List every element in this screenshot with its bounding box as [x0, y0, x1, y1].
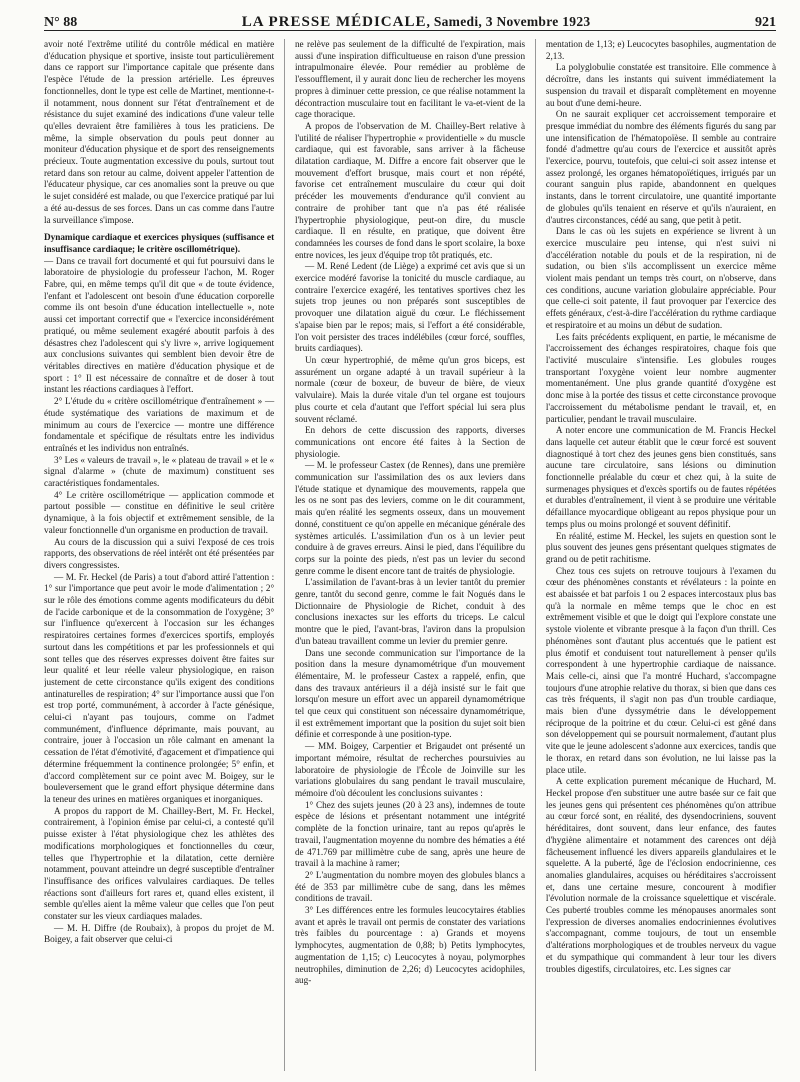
paragraph: Dans une seconde communication sur l'importance de la position dans la mesure dynamométrique d'un mouvement élémentaire, M. le professeur Castex a rappelé, enfin, que dans des travaux antérieurs il a déjà insisté sur le fait que lorsqu'on mesure un effort avec un appareil dynamométrique tel que ceux qui constituent son nécessaire dynamométrique, il est extrêmement important que la position du sujet soit bien définie et corresponde à une position-type.: [294, 647, 526, 740]
paragraph: — Dans ce travail fort documenté et qui fut poursuivi dans le laboratoire de physiologie du professeur l'achon, M. Roger Fabre, qui, en même temps qu'il dit que « de toute évidence, l'enfant et l'adolescent ont besoin d'une éducation corporelle comme ils ont besoin d'une éducation intellectuelle », note aussi cet important correctif que « l'exercice inconsidérément pratiqué, ou même seulement exagéré aboutit parfois à des désastres chez l'adolescent qui s'y livre », arrive logiquement aux conclusions suivantes qui semblent bien devoir être de véritables directives en matière d'éducation physique et de sport : 1° Il est nécessaire de connaître et de doser à tout instant les réactions cardiaques à l'effort.: [44, 255, 275, 395]
paragraph: ne relève pas seulement de la difficulté de l'expiration, mais aussi d'une inspiration difficultueuse en raison d'une pression intrapulmonaire élevée. Pour remédier au problème de l'essoufflement, il y aurait donc lieu de rechercher les moyens propres à diminuer cette pression, ce que réalise notamment la décontraction musculaire tout en facilitant le va-et-vient de la cage thoracique.: [294, 39, 526, 120]
paragraph: — MM. Boigey, Carpentier et Brigaudet ont présenté un important mémoire, résultat de recherches poursuivies au laboratoire de physiologie de l'École de Joinville sur les variations globulaires du sang pendant le travail musculaire, mémoire d'où découlent les conclusions suivantes :: [294, 741, 526, 798]
paragraph: A propos du rapport de M. Chailley-Bert, M. Fr. Heckel, contrairement, à l'opinion émise par celui-ci, a contesté qu'il puisse exister à l'état physiologique chez les athlètes des modifications morphologiques et fonctionnelles du cœur, telles que l'hypertrophie et la dilatation, cette dernière notamment, pouvant atteindre un degré susceptible d'entraîner l'insuffisance des orifices valvulaires cardiaques. De telles réactions sont d'ailleurs fort rares et, quand elles existent, il semble qu'elles aient la même valeur que celles que l'on peut constater sur les vieux cardiaques malades.: [44, 805, 275, 922]
column-divider: [535, 39, 536, 1071]
issue-date: , Samedi, 3 Novembre 1923: [426, 14, 591, 29]
paragraph: L'assimilation de l'avant-bras à un levier tantôt du premier genre, tantôt du second genre, comme le fait Nogués dans le Dictionnaire de Physiologie de Richet, conduit à des conclusions inexactes sur les efforts du triceps. Le calcul montre que le pied, l'avant-bras, l'aviron dans la propulsion d'un bateau travaillent comme un levier du premier genre.: [294, 577, 526, 646]
paragraph: On ne saurait expliquer cet accroissement temporaire et presque immédiat du nombre des éléments figurés du sang par une intensification de l'hématopoïèse. Il semble au contraire fondé d'admettre qu'au cours de l'exercice et aussitôt après l'exercice, pourvu, toutefois, que celui-ci soit assez intense et assez prolongé, les organes hématopoïétiques, irrigués par un courant sanguin plus rapide, abandonnent en quelques instants, dans le torrent circulatoire, une quantité importante de globules qu'ils tenaient en réserve et qu'ils n'auraient, en d'autres circonstances, cédé au sang, que petit à petit.: [545, 109, 776, 225]
running-header: [44, 0, 776, 30]
paragraph: 3° Les « valeurs de travail », le « plateau de travail » et le « signal d'alarme » (chute de maximum) constituent ses caractéristiques fondamentales.: [44, 454, 275, 489]
paragraph: Les faits précédents expliquent, en partie, le mécanisme de l'accroissement des échanges respiratoires, chaque fois que l'activité musculaire s'intensifie. Les globules rouges transportant l'oxygène voient leur nombre augmenter momentanément. Une plus grande quantité d'oxygène est donc mise à la portée des tissus et cette circonstance provoque l'accroissement du métabolisme pendant le travail, et, en particulier, pendant le travail musculaire.: [545, 331, 776, 424]
paragraph: Dans le cas où les sujets en expérience se livrent à un exercice musculaire peu intense, qui n'est suivi ni d'accélération notable du pouls et de la respiration, ni de sudation, ou bien s'ils accomplissent un exercice même violent mais pendant un temps très court, on n'observe, dans ces conditions, aucune variation globulaire appréciable. Pour que celle-ci soit patente, il faut provoquer par l'exercice des effets généraux, c'est-à-dire l'accélération du rythme cardiaque et respiratoire et au moins un début de sudation.: [545, 226, 776, 330]
paragraph: A cette explication purement mécanique de Huchard, M. Heckel propose d'en substituer une autre basée sur ce fait que les jeunes gens qui présentent ces phénomènes qu'on attribue au cœur forcé sont, en réalité, des dysendocriniens, souvent héréditaires, dont souvent, dans leur enfance, des fautes d'hygiène alimentaire et notamment des carences ont déjà fâcheusement influencé les divers appareils glandulaires et le squelette. A la puberté, âge de l'éclosion endocrinienne, ces anomalies glandulaires, acquises ou héréditaires s'accroissent et, dans une certaine mesure, concourent à modifier l'évolution normale de la croissance squelettique et viscérale. Ces puberté troubles comme les ménopauses anormales sont l'expression de diverses anomalies endocriniennes évolutives s'accompagnant, comme toujours, de tout un ensemble d'altérations morphologiques et de troubles nerveux du vague et du sympathique qui commandent à leur tour les divers troubles digestifs, circulatoires, etc. Les signes car: [545, 776, 776, 974]
paragraph: — M. René Ledent (de Liège) a exprimé cet avis que si un exercice modéré favorise la tonicité du muscle cardiaque, au contraire l'exercice exagéré, les tentatives sportives chez les sujets trop jeunes ou non préparés sont susceptibles de provoquer une dilatation aiguë du cœur. Le fléchissement s'apaise bien par le repos; mais, si l'effort a été considérable, l'on voit persister des traces indélébiles (cœur forcé, souffles, bruits cardiaques).: [294, 261, 526, 354]
paragraph: 2° L'étude du « critère oscillométrique d'entraînement » — étude systématique des variations de maximum et de minimum au cours de l'exercice — montre une différence fondamentale et spécifique de résultats entre les individus entraînés et les individus non entraînés.: [44, 396, 275, 453]
paragraph: La polyglobulie constatée est transitoire. Elle commence à décroître, dans les instants qui suivent immédiatement la suspension du travail et disparaît complètement en moyenne au bout d'une demi-heure.: [545, 62, 776, 108]
issue-number: N° 88: [44, 15, 78, 30]
paragraph: avoir noté l'extrême utilité du contrôle médical en matière d'éducation physique et sportive, insiste tout particulièrement dans ce rapport sur l'importance capitale que présente dans l'espèce l'étude de la pression artérielle. Les épreuves fonctionnelles, dont le type est celle de Martinet, mentionne-t-il notamment, nous donnent sur l'état d'entraînement et de résistance du sujet examiné des indications d'une valeur telle qu'elles devraient être familières à tous les praticiens. De même, la simple observation du pouls peut donner au moniteur d'éducation physique et de sport des renseignements précieux. Toute augmentation excessive du pouls, surtout tout retard dans son retour au calme, doivent appeler l'attention de l'éducateur physique, car ces anomalies sont la preuve ou que le sujet considéré est malade, ou que l'exercice pratiqué par lui a été au-dessus de ses forces. Dans un cas comme dans l'autre la surveillance s'impose.: [44, 39, 275, 225]
paragraph: En dehors de cette discussion des rapports, diverses communications ont encore été faites à la Section de physiologie.: [294, 425, 526, 459]
paragraph: mentation de 1,13; e) Leucocytes basophiles, augmentation de 2,13.: [545, 39, 776, 61]
paragraph: — M. H. Diffre (de Roubaix), à propos du projet de M. Boigey, a fait observer que celui-ci: [44, 922, 275, 945]
paragraph: — M. le professeur Castex (de Rennes), dans une première communication sur l'assimilation des os aux leviers dans l'étude statique et dynamique des mouvements, rappela que les os ne sont pas des leviers, comme on le dit couramment, mais qu'en réalité les segments osseux, dans un mouvement donné, constituent ce qu'on appelle en mécanique générale des systèmes articulés. L'assimilation d'un os à un levier peut conduire à de graves erreurs. Ainsi le pied, dans l'équilibre du corps sur la pointe des pieds, n'est pas un levier du second genre comme le disent encore tant de traités de physiologie.: [294, 460, 526, 576]
column-divider: [284, 39, 285, 1071]
page-number: 921: [755, 15, 776, 30]
paragraph: Chez tous ces sujets on retrouve toujours à l'examen du cœur des phénomènes constants et révélateurs : la pointe en est abaissée et bat parfois 1 ou 2 espaces intercostaux plus bas qu'à la normale en même temps que le choc en est extrêmement visible et que le doigt qui l'explore constate une systole violente et vibrante presque à la façon d'un thrill. Ces phénomènes sont d'autant plus accentués que le patient est plus émotif et conduisent tout naturellement à penser qu'ils correspondent à une hypertrophie cardiaque de naissance. Mais celle-ci, ainsi que l'a montré Huchard, s'accompagne toujours d'une atrophie relative du thorax, si bien que dans ces cas très fréquents, il s'agit non pas d'un trouble cardiaque, mais bien d'une dyssymétrie dans le développement réciproque de la poitrine et du cœur. Celui-ci est gêné dans son développement qui se poursuit normalement, d'autant plus vite que le jeune adolescent s'adonne aux exercices, tandis que le thorax, en retard dans son évolution, ne lui laisse pas la place utile.: [545, 565, 776, 775]
journal-title: LA PRESSE MÉDICALE: [241, 14, 427, 30]
column-2: [295, 39, 525, 1071]
paragraph: A noter encore une communication de M. Francis Heckel dans laquelle cet auteur établit que le cœur forcé est souvent diagnostiqué à tort chez des jeunes gens bien constitués, sans aucune tare circulatoire, sans lésions ou diminution fonctionnelle préalable du cœur et chez qui, à la suite de surmenages physiques et d'excès sportifs ou de fautes répétées et durables d'entraînement, il vient à se produire une véritable défaillance myocardique obligeant au repos physique pour un temps plus ou moins prolongé et souvent définitif.: [545, 425, 776, 529]
column-3: [546, 39, 776, 1071]
paragraph: 3° Les différences entre les formules leucocytaires établies avant et après le travail ont permis de constater des variations très faibles du pourcentage : a) Grands et moyens lymphocytes, augmentation de 0,88; b) Petits lymphocytes, augmentation de 1,15; c) Leucocytes à noyau, polymorphes neutrophiles, diminution de 2,26; d) Leucocytes acidophiles, aug-: [294, 905, 526, 986]
header-title-line: [242, 14, 591, 31]
paragraph: Au cours de la discussion qui a suivi l'exposé de ces trois rapports, des observations de réel intérêt ont été présentées par divers congressistes.: [44, 536, 275, 570]
paragraph: En réalité, estime M. Heckel, les sujets en question sont le plus souvent des jeunes gens présentant quelques stigmates de grand ou de petit rachitisme.: [545, 530, 776, 564]
paragraph: — M. Fr. Heckel (de Paris) a tout d'abord attiré l'attention : 1° sur l'importance que peut avoir le mode d'alimentation ; 2° sur le rôle des émotions comme agents modificateurs du débit de l'acide carbonique et de la consommation de l'oxygène; 3° sur l'influence qu'exercent à l'occasion sur les échanges respiratoires certaines formes d'exercices sportifs, employés surtout dans les compétitions et par les professionnels et qui sont telles que des réserves expresses doivent être faites sur leur qualité et leur réelle valeur physiologique, en raison justement de cette circonstance qu'ils exigent des conditions antinaturelles de respiration; 4° sur l'importance aussi que l'on est trop porté, communément, à accorder à l'acte génésique, celui-ci n'ayant pas toujours, comme on l'admet communément, d'influence déprimante, mais pouvant, au contraire, jouer à l'occasion un rôle calmant en amenant la cessation de l'état d'émotivité, d'agacement et d'impatience qui détermine fréquemment la continence prolongée; 5° enfin, et d'accord complètement sur ce point avec M. Boigey, sur le bouleversement que le grand effort physique détermine dans la teneur des urines en matières organiques et inorganiques.: [44, 571, 275, 804]
section-heading: Dynamique cardiaque et exercices physiques (suffisance et insuffisance cardiaque; le critère oscillométrique).: [44, 232, 275, 254]
paragraph: 1° Chez des sujets jeunes (20 à 23 ans), indemnes de toute espèce de lésions et présentant notamment une intégrité complète de la fonction urinaire, tant au repos qu'après le travail, l'augmentation moyenne du nombre des hématies a été de 471.769 par millimètre cube de sang, après une heure de travail à la machine à ramer;: [294, 799, 526, 869]
paragraph: 2° L'augmentation du nombre moyen des globules blancs a été de 353 par millimètre cube de sang, dans les mêmes conditions de travail.: [294, 869, 526, 904]
text-columns: [44, 39, 776, 1071]
paragraph: 4° Le critère oscillométrique — application commode et partout possible — constitue en définitive le seul critère dynamique, à la fois objectif et extrêmement sensible, de la valeur fonctionnelle d'un organisme en production de travail.: [44, 489, 275, 535]
column-1: [44, 39, 274, 1071]
paragraph: Un cœur hypertrophié, de même qu'un gros biceps, est assurément un organe adapté à un travail supérieur à la normale (cœur de boxeur, de buveur de bière, de vieux valvulaire). Mais la durée vitale d'un tel organe est toujours plus courte et cela d'autant que l'effort spécial lui sera plus souvent réclamé.: [294, 354, 526, 424]
paragraph: A propos de l'observation de M. Chailley-Bert relative à l'utilité de réaliser l'hypertrophie « providentielle » du muscle cardiaque, qui est favorable, sans arriver à la fâcheuse dilatation cardiaque, M. Diffre a encore fait observer que le mouvement d'effort brusque, mais court et non répété, favorise cet entraînement musculaire du cœur qui doit précéder les mouvements d'endurance qu'il convient au contraire de prohiber tant que n'a pas été réalisée l'hypertrophie physiologique, peut-on dire, du muscle cardiaque. Il en résulte, en pratique, que doivent être condamnées les courses de fond dans le sport scolaire, la boxe entre novices, les jeux d'équipe trop tôt pratiqués, etc.: [294, 120, 526, 260]
